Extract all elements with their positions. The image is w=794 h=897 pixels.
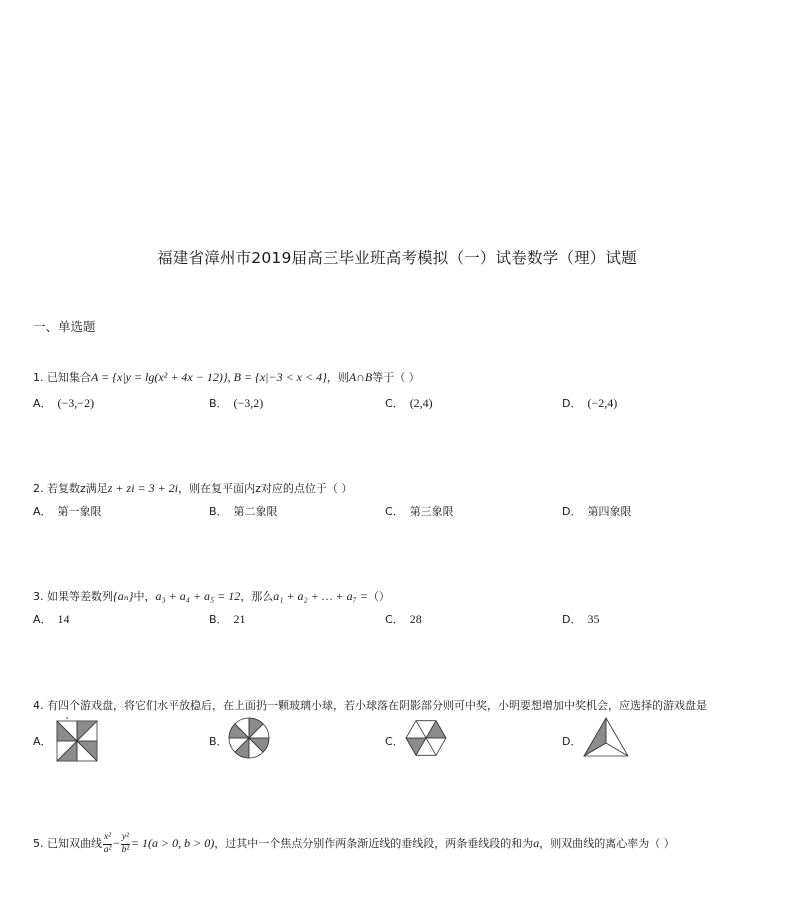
question-3-math-sum: a₁ + a₂ + … + a₇ = [273,589,368,603]
fraction-y2-b2: $\frac{\text{y²}}{\text{b²}}$ [121,832,130,855]
section-heading: 一、单选题 [33,319,96,334]
question-1-math-intersection: A∩B [348,370,373,384]
question-5-math: = 1(a > 0, b > 0) [130,836,215,850]
question-3-mid2: ，那么 [240,590,274,603]
triangle-with-shaded-region-icon [582,716,630,760]
question-1-end: 等于（ ） [372,371,420,384]
question-1-option-a[interactable]: A． (−3,−2) [33,396,95,410]
question-1-option-d[interactable]: D． (−2,4) [562,396,618,410]
question-2-stem [33,480,352,496]
question-5-mid: ，过其中一个焦点分别作两条渐近线的垂线段，两条垂线段的和为 [214,837,534,850]
question-5-prefix: 5. 已知双曲线 [33,837,102,850]
question-1-stem [33,369,420,385]
question-2-option-d[interactable]: D． 第四象限 [562,505,632,518]
question-1-math-sets: A = {x|y = lg(x² + 4x − 12)}, B = {x|−3 < x < 4} [91,370,327,384]
question-4-option-a[interactable]: A． [33,735,52,748]
question-2-option-a[interactable]: A． 第一象限 [33,505,102,518]
question-3-prefix: 3. 如果等差数列 [33,590,113,603]
fraction-x2-a2: $\frac{\text{x²}}{\text{a²}}$ [103,832,112,855]
square-with-shaded-triangles-icon [55,716,99,764]
question-5-end: ，则双曲线的离心率为（ ） [539,837,675,850]
question-4-option-d[interactable]: D． [562,735,582,748]
question-4-stem: 4. 有四个游戏盘，将它们水平放稳后，在上面扔一颗玻璃小球，若小球落在阴影部分则可中奖，小明要想增加中奖机会，应选择的游戏盘是 [33,699,707,712]
circle-with-shaded-sectors-icon [227,716,271,760]
question-4-option-c[interactable]: C． [385,735,404,748]
question-3-option-c[interactable]: C． 28 [385,612,422,626]
hexagon-with-shaded-triangles-icon [404,716,448,760]
question-5-stem: 5. 已知双曲线 $\frac{\text{x²}}{\text{a²}}$ − $\frac{\text{y²}}{\text{b²}}$ = 1(a > 0, b > 0)，过其中一个焦点分别作两条渐近线的垂线段，两条垂线段的和为a，则双曲线的离心率为（ ） [33,832,675,855]
question-2-option-b[interactable]: B． 第二象限 [209,505,278,518]
question-3-option-d[interactable]: D． 35 [562,612,600,626]
question-3-stem [33,588,390,604]
question-2-prefix: 2. 若复数z满足 [33,482,108,495]
question-3-math-sequence: {aₙ} [113,589,134,603]
question-1-suffix: ，则 [326,371,349,384]
question-3-end: （） [367,590,390,603]
question-3-option-a[interactable]: A． 14 [33,612,70,626]
page-title: 福建省漳州市2019届高三毕业班高考模拟（一）试卷数学（理）试题 [157,249,637,267]
question-1-option-c[interactable]: C． (2,4) [385,396,433,410]
question-1-prefix: 1. 已知集合 [33,371,91,384]
question-5-math-a: a [533,836,540,850]
question-1-option-b[interactable]: B． (−3,2) [209,396,264,410]
question-2-end: ，则在复平面内z对应的点位于（ ） [178,482,353,495]
question-2-math: z + zi = 3 + 2i [107,481,179,495]
question-3-math-condition: a₃ + a₄ + a₅ = 12 [155,589,241,603]
question-4-option-b[interactable]: B． [209,735,228,748]
question-3-mid: 中， [133,590,156,603]
question-3-option-b[interactable]: B． 21 [209,612,246,626]
question-2-option-c[interactable]: C． 第三象限 [385,505,454,518]
